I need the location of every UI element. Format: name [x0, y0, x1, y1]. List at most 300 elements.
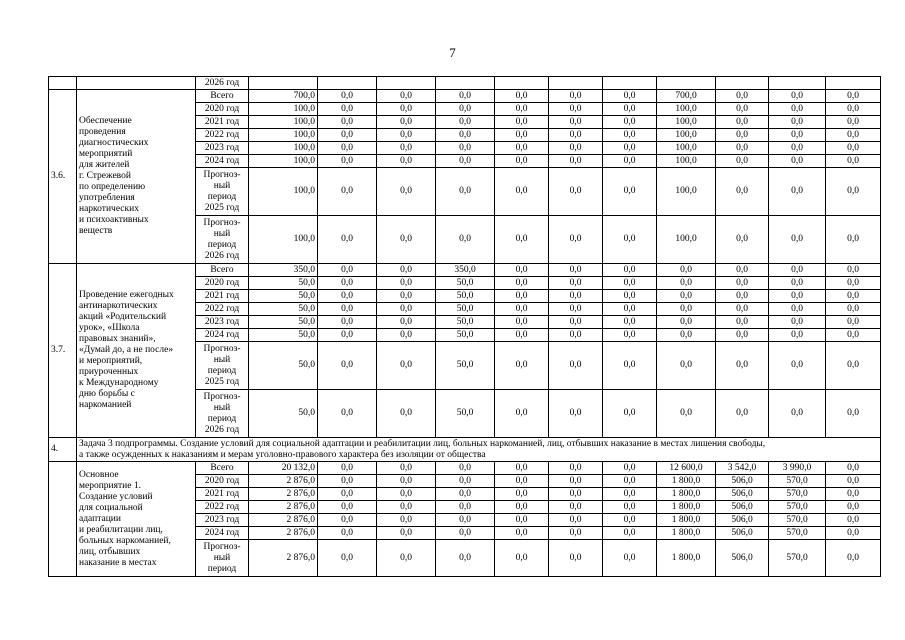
measure-name-line: мероприятий — [79, 149, 133, 159]
value-cell: 0,0 — [716, 316, 769, 329]
value-cell: 1 800,0 — [657, 488, 716, 501]
value-cell: 0,0 — [603, 264, 657, 277]
value-cell: 0,0 — [495, 540, 549, 577]
value-cell: 570,0 — [769, 514, 826, 527]
value-cell: 100,0 — [657, 216, 716, 264]
value-cell: 0,0 — [549, 264, 603, 277]
value-cell: 0,0 — [377, 277, 436, 290]
task-row — [49, 438, 881, 462]
value-cell: 0,0 — [495, 155, 549, 168]
value-cell: 0,0 — [769, 290, 826, 303]
period-line: 2025 год — [204, 202, 240, 213]
value-cell: 50,0 — [436, 290, 495, 303]
value-cell: 1 800,0 — [657, 527, 716, 540]
value-cell: 100,0 — [657, 116, 716, 129]
period-line: период — [207, 563, 237, 574]
value-cell — [603, 77, 657, 90]
value-cell: 0,0 — [657, 264, 716, 277]
measure-name-line: Создание условий — [79, 491, 153, 502]
value-cell: 50,0 — [249, 316, 318, 329]
value-cell: 0,0 — [377, 168, 436, 216]
value-cell: 0,0 — [377, 264, 436, 277]
period-cell — [196, 488, 249, 501]
value-cell: 0,0 — [377, 540, 436, 577]
value-cell: 0,0 — [318, 342, 377, 390]
value-cell: 0,0 — [318, 329, 377, 342]
value-cell: 0,0 — [318, 142, 377, 155]
period-cell — [196, 142, 249, 155]
period-cell — [196, 216, 249, 264]
page-number: 7 — [449, 45, 456, 60]
value-cell: 50,0 — [249, 329, 318, 342]
value-cell: 0,0 — [603, 168, 657, 216]
period-cell — [196, 342, 249, 390]
measure-name-line: «Думай до, а не после» — [79, 345, 174, 355]
period-cell — [196, 462, 249, 475]
value-cell: 0,0 — [436, 462, 495, 475]
value-cell: 0,0 — [549, 168, 603, 216]
value-cell: 50,0 — [436, 316, 495, 329]
value-cell: 0,0 — [657, 303, 716, 316]
period-line: Всего — [210, 90, 234, 101]
value-cell: 506,0 — [716, 475, 769, 488]
period-cell — [196, 329, 249, 342]
period-cell — [196, 264, 249, 277]
value-cell: 0,0 — [377, 514, 436, 527]
period-line: 2020 год — [204, 277, 240, 288]
value-cell: 0,0 — [318, 462, 377, 475]
table-row — [49, 264, 881, 277]
value-cell: 0,0 — [318, 527, 377, 540]
value-cell: 50,0 — [249, 342, 318, 390]
value-cell: 0,0 — [495, 316, 549, 329]
value-cell: 0,0 — [495, 303, 549, 316]
value-cell: 0,0 — [436, 514, 495, 527]
value-cell: 350,0 — [436, 264, 495, 277]
measure-name-line: по определению — [79, 182, 146, 192]
value-cell: 0,0 — [436, 142, 495, 155]
period-cell — [196, 514, 249, 527]
value-cell: 0,0 — [549, 514, 603, 527]
value-cell: 0,0 — [716, 129, 769, 142]
measure-name-line: и психоактивных — [79, 215, 149, 225]
value-cell: 570,0 — [769, 501, 826, 514]
value-cell: 0,0 — [716, 390, 769, 438]
value-cell: 0,0 — [549, 277, 603, 290]
table-row — [49, 462, 881, 475]
value-cell: 0,0 — [603, 142, 657, 155]
value-cell: 0,0 — [318, 290, 377, 303]
value-cell: 0,0 — [769, 264, 826, 277]
measure-name-line: акций «Родительский — [79, 312, 167, 322]
value-cell: 0,0 — [495, 168, 549, 216]
number-cell: 3.6. — [49, 90, 77, 264]
value-cell: 0,0 — [318, 501, 377, 514]
value-cell: 50,0 — [249, 303, 318, 316]
value-cell: 0,0 — [549, 501, 603, 514]
value-cell: 0,0 — [318, 277, 377, 290]
value-cell: 570,0 — [769, 527, 826, 540]
value-cell — [377, 77, 436, 90]
period-line: 2026 год — [204, 424, 240, 435]
period-line: 2020 год — [204, 103, 240, 114]
value-cell: 0,0 — [603, 488, 657, 501]
value-cell: 0,0 — [769, 155, 826, 168]
period-line: период — [207, 413, 237, 424]
value-cell: 0,0 — [436, 90, 495, 103]
value-cell: 0,0 — [377, 329, 436, 342]
value-cell: 0,0 — [549, 527, 603, 540]
value-cell: 0,0 — [495, 501, 549, 514]
value-cell: 50,0 — [249, 290, 318, 303]
period-cell — [196, 277, 249, 290]
budget-table — [48, 76, 881, 577]
period-line: 2022 год — [204, 303, 240, 314]
value-cell: 0,0 — [436, 116, 495, 129]
period-cell — [196, 390, 249, 438]
value-cell: 570,0 — [769, 475, 826, 488]
value-cell: 0,0 — [603, 390, 657, 438]
name-cell — [77, 77, 196, 90]
value-cell: 506,0 — [716, 501, 769, 514]
value-cell: 0,0 — [436, 488, 495, 501]
value-cell: 0,0 — [826, 501, 881, 514]
value-cell: 0,0 — [716, 103, 769, 116]
value-cell: 0,0 — [377, 501, 436, 514]
value-cell: 100,0 — [249, 129, 318, 142]
value-cell: 0,0 — [549, 142, 603, 155]
period-cell — [196, 316, 249, 329]
value-cell: 0,0 — [769, 216, 826, 264]
value-cell: 0,0 — [377, 462, 436, 475]
task-line: а также осужденных к наказаниям и мерам уголовно-правового характера без изоляции от общества — [79, 449, 486, 460]
value-cell: 0,0 — [377, 155, 436, 168]
value-cell: 506,0 — [716, 540, 769, 577]
value-cell: 0,0 — [495, 142, 549, 155]
period-line: Прогноз- — [203, 343, 241, 354]
value-cell: 100,0 — [657, 155, 716, 168]
value-cell: 100,0 — [657, 129, 716, 142]
measure-name-line: адаптации — [79, 513, 121, 524]
value-cell: 0,0 — [549, 488, 603, 501]
value-cell: 0,0 — [769, 90, 826, 103]
period-line: 2024 год — [204, 155, 240, 166]
value-cell: 0,0 — [603, 277, 657, 290]
period-line: период — [207, 365, 237, 376]
value-cell: 3 542,0 — [716, 462, 769, 475]
value-cell: 0,0 — [318, 488, 377, 501]
value-cell: 0,0 — [549, 329, 603, 342]
value-cell: 100,0 — [657, 142, 716, 155]
value-cell: 0,0 — [495, 90, 549, 103]
value-cell: 0,0 — [377, 303, 436, 316]
period-line: 2024 год — [204, 329, 240, 340]
measure-name-line: Проведение ежегодных — [79, 290, 174, 300]
value-cell: 100,0 — [249, 103, 318, 116]
value-cell: 0,0 — [377, 142, 436, 155]
value-cell: 0,0 — [495, 488, 549, 501]
measure-name-cell — [77, 264, 196, 438]
measure-name-line: лиц, отбывших — [79, 546, 141, 557]
value-cell: 0,0 — [769, 168, 826, 216]
value-cell: 0,0 — [769, 103, 826, 116]
value-cell: 0,0 — [495, 103, 549, 116]
measure-name-line: веществ — [79, 226, 113, 236]
period-cell: 2026 год — [196, 77, 249, 90]
period-line: период — [207, 239, 237, 250]
value-cell: 0,0 — [769, 342, 826, 390]
value-cell: 100,0 — [249, 155, 318, 168]
value-cell: 50,0 — [249, 390, 318, 438]
value-cell: 0,0 — [716, 142, 769, 155]
period-line: Прогноз- — [203, 391, 241, 402]
value-cell — [549, 77, 603, 90]
period-line: 2026 год — [204, 250, 240, 261]
value-cell: 0,0 — [657, 290, 716, 303]
value-cell: 0,0 — [495, 462, 549, 475]
value-cell: 0,0 — [657, 277, 716, 290]
value-cell: 0,0 — [377, 488, 436, 501]
value-cell: 0,0 — [495, 116, 549, 129]
table-row — [49, 77, 881, 90]
value-cell: 0,0 — [549, 103, 603, 116]
value-cell: 2 876,0 — [249, 514, 318, 527]
value-cell: 0,0 — [657, 390, 716, 438]
period-line: ный — [213, 402, 231, 413]
value-cell: 0,0 — [826, 303, 881, 316]
value-cell: 0,0 — [603, 475, 657, 488]
value-cell: 0,0 — [716, 90, 769, 103]
value-cell: 0,0 — [549, 303, 603, 316]
measure-name-line: антинаркотических — [79, 301, 158, 311]
value-cell: 0,0 — [603, 155, 657, 168]
value-cell — [249, 77, 318, 90]
value-cell: 0,0 — [436, 103, 495, 116]
period-line: Прогноз- — [203, 541, 241, 552]
value-cell: 700,0 — [249, 90, 318, 103]
value-cell: 0,0 — [603, 342, 657, 390]
value-cell: 0,0 — [603, 103, 657, 116]
value-cell — [436, 77, 495, 90]
value-cell: 350,0 — [249, 264, 318, 277]
period-line: 2021 год — [204, 290, 240, 301]
value-cell: 0,0 — [495, 527, 549, 540]
value-cell: 0,0 — [603, 129, 657, 142]
measure-name-line: правовых знаний», — [79, 334, 156, 344]
value-cell: 0,0 — [549, 342, 603, 390]
measure-name-line: и реабилитации лиц, — [79, 524, 163, 535]
value-cell: 0,0 — [603, 462, 657, 475]
value-cell: 0,0 — [377, 342, 436, 390]
value-cell: 0,0 — [826, 168, 881, 216]
value-cell: 0,0 — [436, 475, 495, 488]
value-cell: 0,0 — [318, 168, 377, 216]
value-cell: 0,0 — [436, 129, 495, 142]
value-cell: 0,0 — [318, 129, 377, 142]
value-cell: 0,0 — [716, 155, 769, 168]
value-cell: 2 876,0 — [249, 475, 318, 488]
value-cell: 1 800,0 — [657, 501, 716, 514]
value-cell: 0,0 — [377, 216, 436, 264]
value-cell: 100,0 — [249, 216, 318, 264]
period-line: 2021 год — [204, 116, 240, 127]
value-cell: 0,0 — [826, 116, 881, 129]
value-cell: 0,0 — [318, 303, 377, 316]
measure-name-line: дню борьбы с — [79, 389, 135, 399]
measure-name-cell — [77, 90, 196, 264]
period-line: 2025 год — [204, 376, 240, 387]
value-cell: 0,0 — [769, 316, 826, 329]
value-cell: 0,0 — [377, 475, 436, 488]
measure-name-line: для социальной — [79, 502, 143, 513]
measure-name-line: наркоманией — [79, 400, 132, 410]
period-cell — [196, 290, 249, 303]
value-cell: 50,0 — [436, 342, 495, 390]
value-cell — [657, 77, 716, 90]
value-cell: 2 876,0 — [249, 527, 318, 540]
value-cell: 0,0 — [716, 168, 769, 216]
value-cell: 0,0 — [826, 329, 881, 342]
value-cell — [716, 77, 769, 90]
value-cell: 0,0 — [603, 90, 657, 103]
value-cell: 0,0 — [826, 277, 881, 290]
measure-name-line: к Международному — [79, 378, 159, 388]
period-line: 2023 год — [204, 514, 240, 525]
value-cell: 50,0 — [249, 277, 318, 290]
value-cell: 0,0 — [716, 216, 769, 264]
measure-name-line: наркотических — [79, 204, 139, 214]
value-cell: 0,0 — [826, 342, 881, 390]
period-cell — [196, 303, 249, 316]
value-cell: 700,0 — [657, 90, 716, 103]
period-line: 2020 год — [204, 475, 240, 486]
value-cell: 0,0 — [826, 475, 881, 488]
value-cell: 0,0 — [436, 216, 495, 264]
value-cell: 0,0 — [826, 142, 881, 155]
period-cell — [196, 155, 249, 168]
period-cell — [196, 540, 249, 577]
value-cell: 0,0 — [495, 514, 549, 527]
value-cell: 50,0 — [436, 329, 495, 342]
value-cell — [769, 77, 826, 90]
measure-name-line: проведения — [79, 127, 126, 137]
value-cell: 0,0 — [318, 316, 377, 329]
value-cell: 0,0 — [826, 462, 881, 475]
value-cell: 0,0 — [769, 277, 826, 290]
value-cell: 0,0 — [495, 329, 549, 342]
period-cell — [196, 475, 249, 488]
value-cell: 0,0 — [436, 501, 495, 514]
period-cell — [196, 103, 249, 116]
value-cell: 0,0 — [716, 277, 769, 290]
number-cell — [49, 462, 77, 577]
value-cell: 0,0 — [603, 303, 657, 316]
value-cell: 506,0 — [716, 527, 769, 540]
value-cell: 0,0 — [495, 216, 549, 264]
value-cell: 0,0 — [603, 514, 657, 527]
value-cell: 100,0 — [249, 168, 318, 216]
value-cell: 506,0 — [716, 514, 769, 527]
value-cell: 0,0 — [716, 342, 769, 390]
value-cell: 0,0 — [318, 264, 377, 277]
value-cell: 0,0 — [716, 303, 769, 316]
value-cell: 12 600,0 — [657, 462, 716, 475]
value-cell: 570,0 — [769, 540, 826, 577]
value-cell: 0,0 — [603, 216, 657, 264]
value-cell: 0,0 — [436, 168, 495, 216]
period-line: период — [207, 191, 237, 202]
period-line: Всего — [210, 264, 234, 275]
value-cell: 0,0 — [769, 390, 826, 438]
value-cell: 0,0 — [377, 90, 436, 103]
value-cell: 0,0 — [318, 90, 377, 103]
value-cell: 100,0 — [249, 116, 318, 129]
value-cell: 0,0 — [826, 103, 881, 116]
measure-name-line: приуроченных — [79, 367, 139, 377]
period-cell — [196, 90, 249, 103]
value-cell: 0,0 — [549, 390, 603, 438]
measure-name-line: больных наркоманией, — [79, 535, 171, 546]
value-cell: 1 800,0 — [657, 514, 716, 527]
value-cell: 0,0 — [769, 129, 826, 142]
value-cell: 0,0 — [603, 116, 657, 129]
value-cell: 2 876,0 — [249, 501, 318, 514]
value-cell: 100,0 — [249, 142, 318, 155]
value-cell: 0,0 — [826, 155, 881, 168]
value-cell: 0,0 — [826, 527, 881, 540]
value-cell: 0,0 — [603, 527, 657, 540]
period-line: Прогноз- — [203, 217, 241, 228]
measure-name-line: для жителей — [79, 160, 130, 170]
number-cell: 4. — [49, 438, 77, 462]
value-cell: 0,0 — [318, 216, 377, 264]
task-line: Задача 3 подпрограммы. Создание условий для социальной адаптации и реабилитации лиц, больных наркоманией, лиц, отбывших наказание в местах лишения свободы, — [79, 438, 766, 449]
value-cell: 0,0 — [826, 290, 881, 303]
value-cell: 0,0 — [549, 540, 603, 577]
period-line: 2021 год — [204, 488, 240, 499]
period-line: ный — [213, 180, 231, 191]
value-cell: 0,0 — [495, 129, 549, 142]
value-cell: 2 876,0 — [249, 540, 318, 577]
value-cell: 0,0 — [549, 216, 603, 264]
value-cell: 0,0 — [826, 316, 881, 329]
measure-name-line: Обеспечение — [79, 116, 132, 126]
value-cell: 0,0 — [826, 514, 881, 527]
number-cell — [49, 77, 77, 90]
value-cell: 0,0 — [769, 329, 826, 342]
value-cell: 0,0 — [549, 316, 603, 329]
value-cell: 0,0 — [495, 342, 549, 390]
measure-name-line: и мероприятий, — [79, 356, 143, 366]
value-cell: 0,0 — [549, 475, 603, 488]
value-cell: 0,0 — [436, 155, 495, 168]
value-cell: 0,0 — [826, 90, 881, 103]
value-cell: 0,0 — [318, 540, 377, 577]
value-cell: 1 800,0 — [657, 475, 716, 488]
period-line: Всего — [210, 462, 234, 473]
period-cell — [196, 168, 249, 216]
value-cell: 506,0 — [716, 488, 769, 501]
value-cell: 0,0 — [495, 390, 549, 438]
period-line: 2022 год — [204, 129, 240, 140]
value-cell — [318, 77, 377, 90]
value-cell: 0,0 — [603, 501, 657, 514]
value-cell: 0,0 — [436, 527, 495, 540]
value-cell: 0,0 — [549, 129, 603, 142]
value-cell: 0,0 — [495, 290, 549, 303]
value-cell: 0,0 — [826, 129, 881, 142]
period-line: ный — [213, 354, 231, 365]
